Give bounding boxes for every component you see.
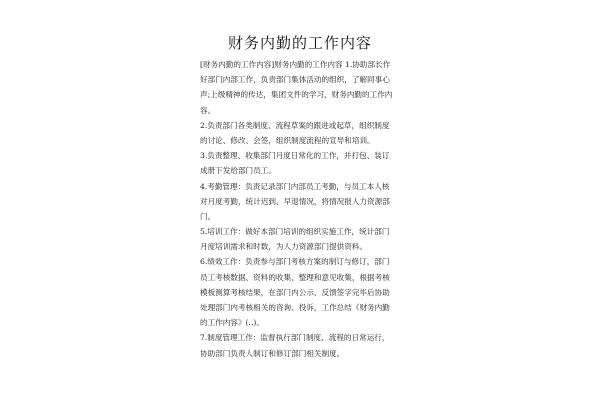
body-line: 成册下发给部门员工。: [200, 166, 276, 176]
body-line: 好部门内部工作，负责部门集体活动的组织，了解同事心: [200, 75, 390, 85]
body-line: 4.考勤管理：负责记录部门内部员工考勤，与员工本人核: [200, 181, 390, 191]
body-line: 5.培训工作：做好本部门培训的组织实施工作，统计部门: [200, 227, 390, 237]
body-line: 的讨论、修改、会签，组织制度流程的宣导和培训。: [200, 135, 375, 145]
body-line: 6.绩效工作：负责参与部门考核方案的制订与修订，部门: [200, 257, 390, 267]
body-line: 协助部门负责人制订和修订部门相关制度。: [200, 348, 345, 358]
body-line: 声;上级精神的传达，集团文件的学习，财务内勤的工作内: [200, 90, 393, 100]
body-line: 门。: [200, 211, 216, 221]
body-line: [财务内勤的工作内容]财务内勤的工作内容 1.协助部长作: [200, 60, 391, 69]
document-title: 财务内勤的工作内容: [227, 34, 372, 52]
body-line: 对月度考勤，统计迟到、早退情况，将情况报人力资源部: [200, 196, 390, 206]
body-line: 模板测算考核结果，在部门内公示、反馈签字完毕后协助: [200, 287, 390, 297]
body-line: 处理部门内考核相关的咨询、投诉，工作总结《财务内勤: [200, 303, 390, 312]
body-line: 月度培训需求和时数，为人力资源部门提供资料。: [200, 242, 368, 252]
body-line: 7.制度管理工作：监督执行部门制度、流程的日常运行，: [200, 333, 390, 343]
body-line: 2.负责部门各类制度、流程草案的跟进或起草，组织制度: [200, 120, 390, 130]
body-line: 3.负责整理、收集部门月度日常化的工作，并打包、装订: [200, 151, 390, 161]
body-line: 容。: [200, 105, 216, 115]
body-line: 员工考核数据、资料的收集、整理和意见收集，根据考核: [200, 272, 390, 282]
document-body: [200, 57, 412, 361]
body-line: 的工作内容》(..)。: [200, 318, 264, 328]
